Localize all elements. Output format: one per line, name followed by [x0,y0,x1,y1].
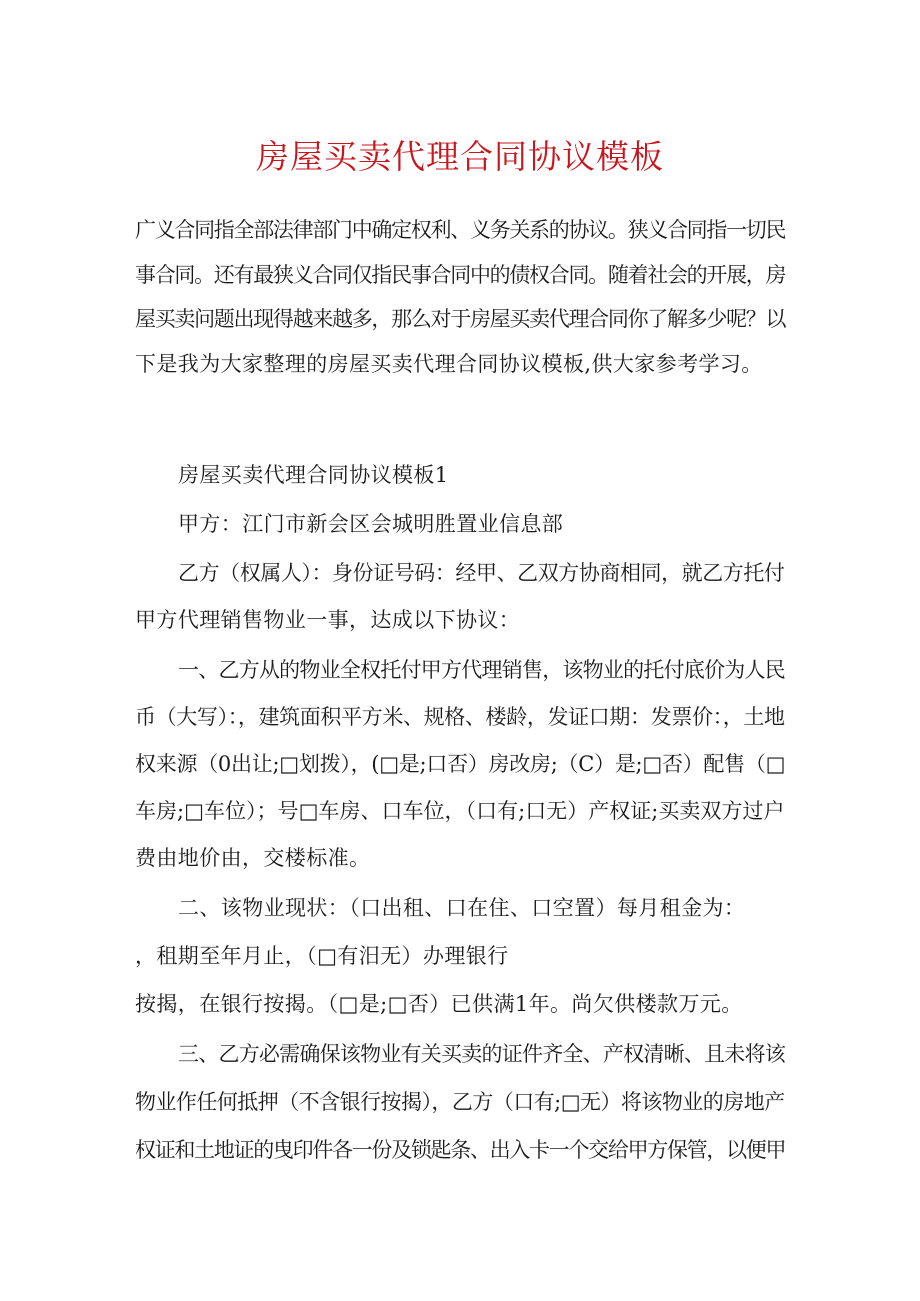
clause-3-line: 权证和土地证的曳印件各一份及锁匙条、出入卡一个交给甲方保管，以便甲 [135,1138,786,1162]
intro-line: 广义合同指全部法律部门中确定权利、义务关系的协议。狭义合同指一切民 [135,218,786,242]
clause-1-line: 权来源（0出让;□划拨），(□是;口否）房改房;（C）是;□否）配售（□ [135,752,786,776]
clause-1-line: 一、乙方从的物业全权托付甲方代理销售，该物业的托付底价为人民 [178,658,785,682]
party-b-line: 乙方（权属人）：身份证号码：经甲、乙双方协商相同，就乙方托付 [178,561,785,585]
clause-1-line: 费由地价由，交楼标准。 [135,846,371,870]
intro-line: 下是我为大家整理的房屋买卖代理合同协议模板,供大家参考学习。 [135,352,763,376]
intro-line: 事合同。还有最狭义合同仅指民事合同中的债权合同。随着社会的开展，房 [135,263,786,287]
clause-1-line: 币（大写）：，建筑面积平方米、规格、楼龄，发证口期：发票价：，土地 [135,705,785,729]
clause-2-line: ，租期至年月止，（□有汨无）办理银行 [135,944,509,968]
section-title: 房屋买卖代理合同协议模板1 [178,463,449,487]
clause-3-line: 物业作任何抵押（不含银行按揭），乙方（口有;□无）将该物业的房地产 [135,1090,785,1114]
document-title: 房屋买卖代理合同协议模板 [256,137,664,176]
party-a-line: 甲方：江门市新会区会城明胜置业信息部 [178,512,564,536]
clause-2-line: 按揭，在银行按揭。（□是;□否）已供满1年。尚欠供楼款万元。 [135,992,743,1016]
clause-2-line: 二、该物业现状：（口出租、口在住、口空置）每月租金为： [178,896,746,920]
intro-line: 屋买卖问题出现得越来越多，那么对于房屋买卖代理合同你了解多少呢？以 [135,307,786,331]
clause-1-line: 车房;□车位）；号□车房、口车位，（口有;口无）产权证;买卖双方过户 [135,799,785,823]
clause-3-line: 三、乙方必需确保该物业有关买卖的证件齐全、产权清晰、且未将该 [178,1042,785,1066]
party-b-line: 甲方代理销售物业一事，达成以下协议： [135,608,521,632]
